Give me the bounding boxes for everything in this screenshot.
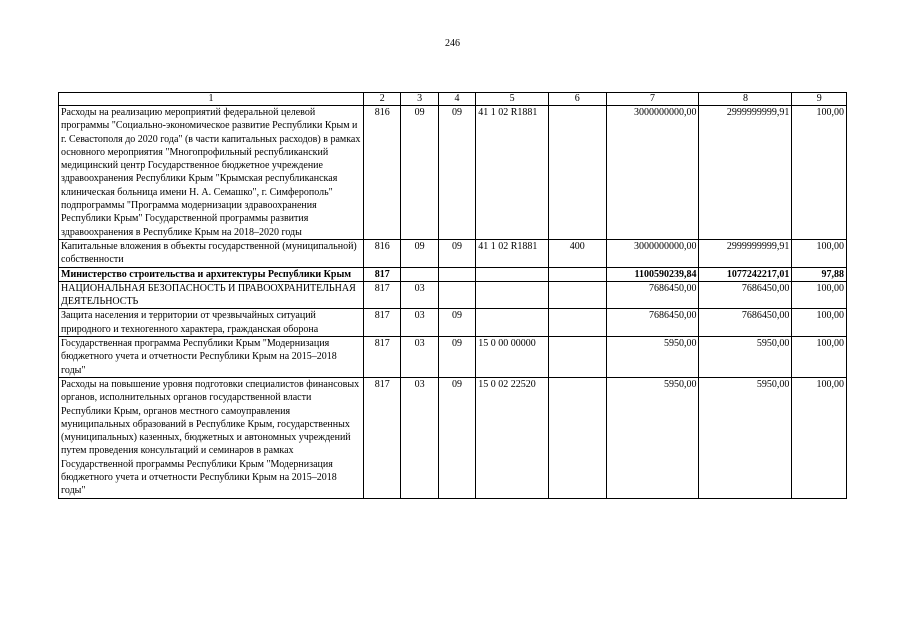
row-section-code: 09	[401, 106, 438, 240]
row-planned-amount: 1100590239,84	[606, 267, 699, 281]
row-name: Государственная программа Республики Крым "Модернизация бюджетного учета и отчетности Республики Крым на 2015–2018 годы"	[59, 337, 364, 378]
row-target-code: 15 0 02 22520	[476, 377, 549, 498]
row-name: Министерство строительства и архитектуры Республики Крым	[59, 267, 364, 281]
row-expense-type-code	[548, 267, 606, 281]
row-subsection-code: 09	[438, 309, 475, 337]
header-cell-2: 2	[364, 93, 401, 106]
header-cell-4: 4	[438, 93, 475, 106]
row-percent: 100,00	[792, 281, 847, 309]
row-ministry-code: 817	[364, 309, 401, 337]
row-target-code: 15 0 00 00000	[476, 337, 549, 378]
row-ministry-code: 816	[364, 106, 401, 240]
row-name: Расходы на реализацию мероприятий федеральной целевой программы "Социально-экономическое развитие Республики Крым и г. Севастополя до 2020 года" (в части капитальных расходов) в рамках основного мероприятия "Многопрофильный республиканский медицинский центр Государственное бюджетное учреждение здравоохранения Республики Крым "Крымская республиканская клиническая больница имени Н. А. Семашко", г. Симферополь" подпрограммы "Программа модернизации здравоохранения Республики Крым" Государственной программы развития здравоохранения в Республике Крым на 2018–2020 годы	[59, 106, 364, 240]
row-actual-amount: 7686450,00	[699, 309, 792, 337]
row-name: Капитальные вложения в объекты государственной (муниципальной) собственности	[59, 239, 364, 267]
row-subsection-code	[438, 267, 475, 281]
row-planned-amount: 7686450,00	[606, 309, 699, 337]
row-subsection-code: 09	[438, 239, 475, 267]
row-section-code: 03	[401, 337, 438, 378]
header-cell-7: 7	[606, 93, 699, 106]
header-cell-1: 1	[59, 93, 364, 106]
row-actual-amount: 7686450,00	[699, 281, 792, 309]
row-target-code: 41 1 02 R1881	[476, 239, 549, 267]
row-planned-amount: 5950,00	[606, 337, 699, 378]
row-expense-type-code	[548, 337, 606, 378]
row-percent: 100,00	[792, 309, 847, 337]
row-actual-amount: 5950,00	[699, 337, 792, 378]
row-actual-amount: 5950,00	[699, 377, 792, 498]
row-section-code	[401, 267, 438, 281]
row-ministry-code: 816	[364, 239, 401, 267]
row-name: Защита населения и территории от чрезвычайных ситуаций природного и техногенного характера, гражданская оборона	[59, 309, 364, 337]
table-row	[59, 267, 847, 281]
row-target-code	[476, 309, 549, 337]
row-ministry-code: 817	[364, 377, 401, 498]
header-cell-9: 9	[792, 93, 847, 106]
table-row	[59, 281, 847, 309]
row-actual-amount: 2999999999,91	[699, 106, 792, 240]
row-subsection-code	[438, 281, 475, 309]
row-percent: 100,00	[792, 106, 847, 240]
table-row	[59, 337, 847, 378]
row-percent: 100,00	[792, 239, 847, 267]
row-expense-type-code	[548, 106, 606, 240]
table-row	[59, 309, 847, 337]
page-number: 246	[445, 38, 460, 49]
row-planned-amount: 7686450,00	[606, 281, 699, 309]
table-row	[59, 239, 847, 267]
row-section-code: 03	[401, 377, 438, 498]
row-subsection-code: 09	[438, 337, 475, 378]
row-ministry-code: 817	[364, 267, 401, 281]
row-target-code	[476, 281, 549, 309]
row-percent: 97,88	[792, 267, 847, 281]
row-ministry-code: 817	[364, 337, 401, 378]
row-target-code	[476, 267, 549, 281]
row-planned-amount: 3000000000,00	[606, 106, 699, 240]
row-name: Расходы на повышение уровня подготовки специалистов финансовых органов, исполнительных органов государственной власти Республики Крым, органов местного самоуправления муниципальных образований в Республике Крым, государственных (муниципальных) казенных, бюджетных и автономных учреждений путем проведения консультаций и семинаров в рамках Государственной программы Республики Крым "Модернизация бюджетного учета и отчетности Республики Крым на 2015–2018 годы"	[59, 377, 364, 498]
header-cell-5: 5	[476, 93, 549, 106]
row-expense-type-code: 400	[548, 239, 606, 267]
row-expense-type-code	[548, 377, 606, 498]
table-row	[59, 377, 847, 498]
row-target-code: 41 1 02 R1881	[476, 106, 549, 240]
budget-table	[58, 92, 847, 499]
row-section-code: 03	[401, 309, 438, 337]
row-ministry-code: 817	[364, 281, 401, 309]
row-expense-type-code	[548, 281, 606, 309]
row-planned-amount: 5950,00	[606, 377, 699, 498]
header-cell-3: 3	[401, 93, 438, 106]
row-subsection-code: 09	[438, 377, 475, 498]
header-row	[59, 93, 847, 106]
header-cell-6: 6	[548, 93, 606, 106]
header-cell-8: 8	[699, 93, 792, 106]
row-actual-amount: 2999999999,91	[699, 239, 792, 267]
row-expense-type-code	[548, 309, 606, 337]
row-planned-amount: 3000000000,00	[606, 239, 699, 267]
row-section-code: 09	[401, 239, 438, 267]
row-name: НАЦИОНАЛЬНАЯ БЕЗОПАСНОСТЬ И ПРАВООХРАНИТЕЛЬНАЯ ДЕЯТЕЛЬНОСТЬ	[59, 281, 364, 309]
row-section-code: 03	[401, 281, 438, 309]
row-percent: 100,00	[792, 337, 847, 378]
table-row	[59, 106, 847, 240]
row-subsection-code: 09	[438, 106, 475, 240]
row-percent: 100,00	[792, 377, 847, 498]
row-actual-amount: 1077242217,01	[699, 267, 792, 281]
